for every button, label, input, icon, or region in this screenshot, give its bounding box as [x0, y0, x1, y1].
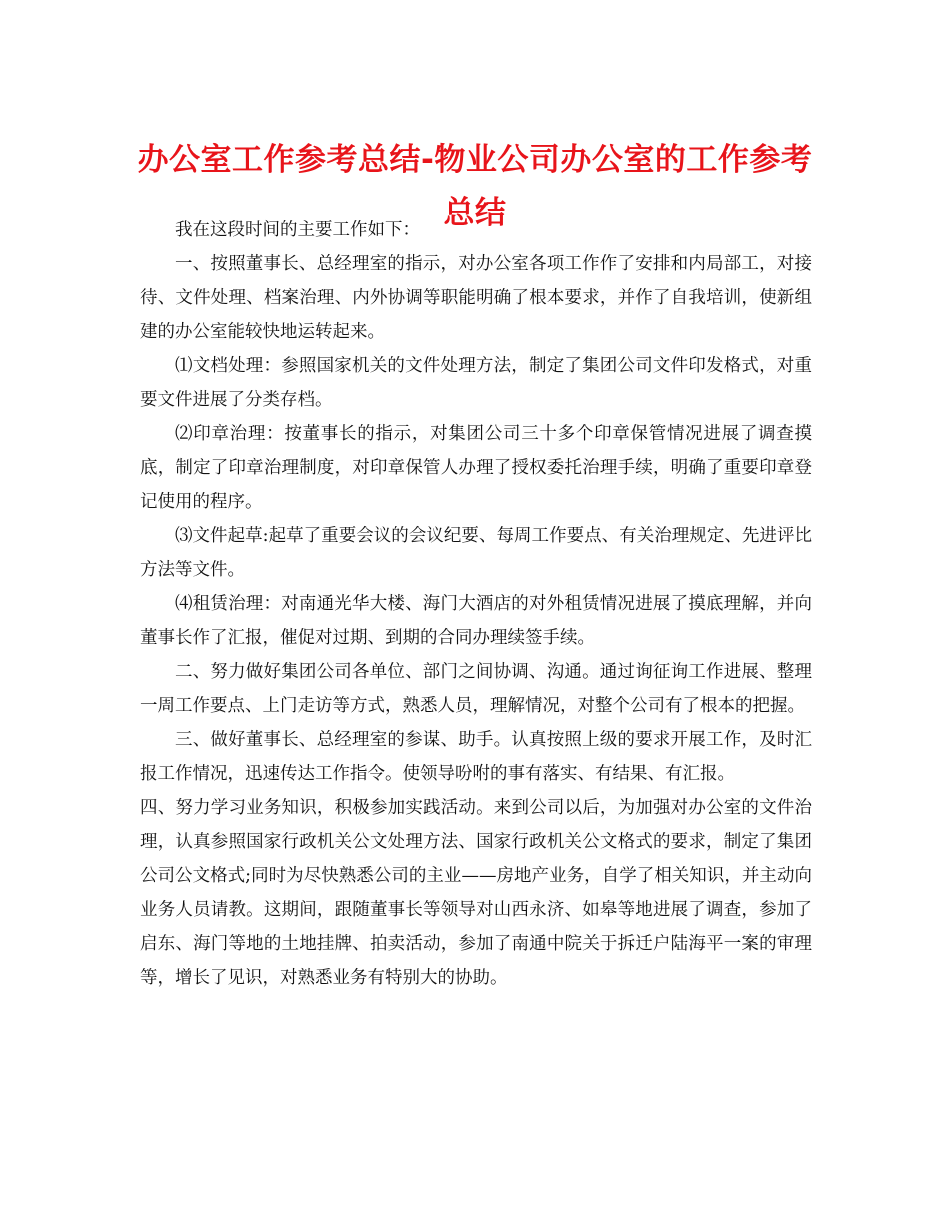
paragraph-item-leasing: ⑷租赁治理：对南通光华大楼、海门大酒店的对外租赁情况进展了摸底理解，并向董事长作了汇报，催促对过期、到期的合同办理续签手续。: [140, 594, 812, 648]
paragraph-intro: 我在这段时间的主要工作如下：: [175, 220, 420, 240]
paragraph-section-2: 二、努力做好集团公司各单位、部门之间协调、沟通。通过询征询工作进展、整理一周工作要点、上门走访等方式，熟悉人员，理解情况，对整个公司有了根本的把握。: [140, 662, 812, 716]
paragraph-section-1: 一、按照董事长、总经理室的指示，对办公室各项工作作了安排和内局部工，对接待、文件处理、档案治理、内外协调等职能明确了根本要求，并作了自我培训，使新组建的办公室能较快地运转起来。: [140, 254, 812, 342]
paragraph-section-4: 四、努力学习业务知识，积极参加实践活动。来到公司以后，为加强对办公室的文件治理，认真参照国家行政机关公文处理方法、国家行政机关公文格式的要求，制定了集团公司公文格式;同时为尽快熟悉公司的主业——房地产业务，自学了相关知识，并主动向业务人员请教。这期间，跟随董事长等领导对山西永济、如皋等地进展了调查，参加了启东、海门等地的土地挂牌、拍卖活动，参加了南通中院关于拆迁户陆海平一案的审理等，增长了见识，对熟悉业务有特别大的协助。: [140, 798, 812, 988]
document-title: 办公室工作参考总结-物业公司办公室的工作参考总结: [137, 141, 813, 231]
paragraph-section-3: 三、做好董事长、总经理室的参谋、助手。认真按照上级的要求开展工作，及时汇报工作情况，迅速传达工作指令。使领导吩咐的事有落实、有结果、有汇报。: [140, 730, 812, 784]
paragraph-item-seal-management: ⑵印章治理：按董事长的指示，对集团公司三十多个印章保管情况进展了调查摸底，制定了印章治理制度，对印章保管人办理了授权委托治理手续，明确了重要印章登记使用的程序。: [140, 424, 812, 512]
document-body: [140, 213, 812, 995]
paragraph-item-drafting: ⑶文件起草:起草了重要会议的会议纪要、每周工作要点、有关治理规定、先进评比方法等文件。: [140, 526, 812, 580]
paragraph-item-document-handling: ⑴文档处理：参照国家机关的文件处理方法，制定了集团公司文件印发格式，对重要文件进展了分类存档。: [140, 356, 812, 410]
